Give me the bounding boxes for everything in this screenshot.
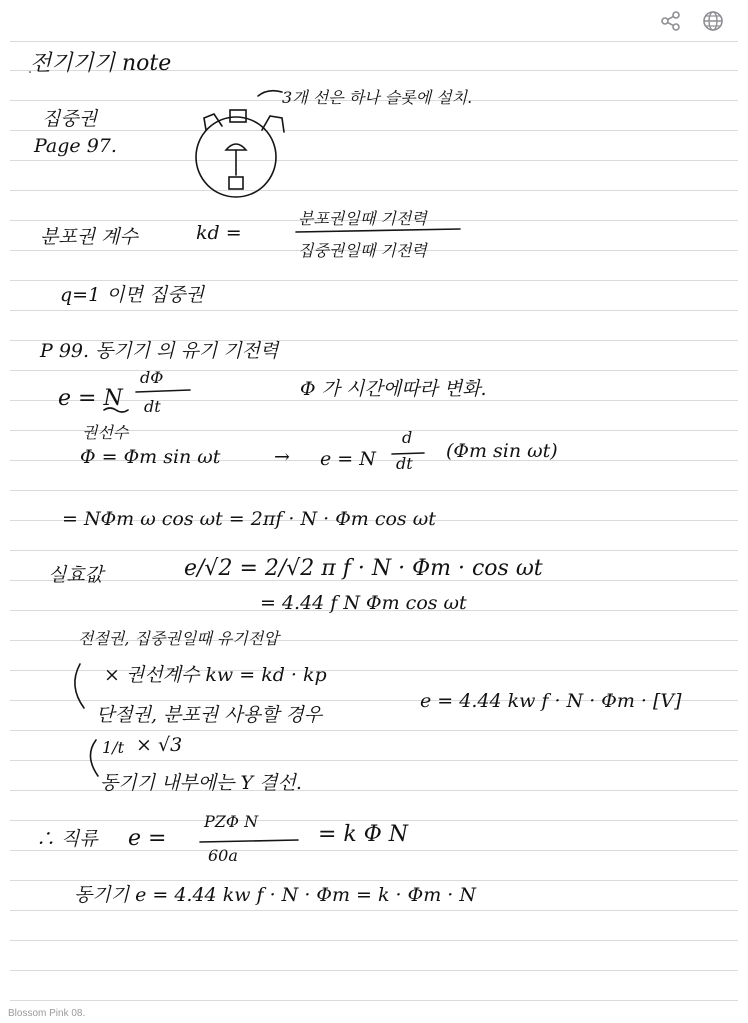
short-pitch-line: 단절권, 분포권 사용할 경우 xyxy=(96,704,323,726)
sqrt-bracket xyxy=(90,740,98,776)
winding-bracket xyxy=(75,664,84,708)
dc-emf-lhs: e = xyxy=(128,826,167,851)
rms-label: 실효값 xyxy=(48,564,104,586)
emf-general-formula: e = 4.44 kw f · N · Φm · [V] xyxy=(420,690,682,712)
dc-fraction-bar xyxy=(200,840,298,842)
top-toolbar xyxy=(658,8,726,34)
distribution-fraction-bar xyxy=(296,229,460,232)
sync-emf-line: 동기기 e = 4.44 kw f · N · Φm = k · Φm · N xyxy=(74,884,476,906)
left-pole-shape xyxy=(204,114,222,130)
language-button[interactable] xyxy=(700,8,726,34)
distribution-factor-label: 분포권 계수 xyxy=(40,226,138,248)
rms-equation-result: = 4.44 f N Φm cos ωt xyxy=(260,592,467,614)
winding-factor-line: × 권선계수 kw = kd · kp xyxy=(104,664,327,686)
note-title: 전기기기 note xyxy=(30,51,172,76)
rotor-cap xyxy=(226,144,246,150)
distribution-factor-numerator: 분포권일때 기전력 xyxy=(298,209,427,228)
q-equals-one-line: q=1 이면 집중권 xyxy=(60,284,205,306)
share-button[interactable] xyxy=(658,8,684,34)
emf-sub-denominator: dt xyxy=(396,454,413,473)
therefore-dc: ∴ 직류 xyxy=(36,828,98,850)
turns-tilde xyxy=(104,408,128,412)
top-coil-box xyxy=(230,110,246,122)
diagram-annotation: 3개 선은 하나 슬롯에 설치. xyxy=(282,88,473,107)
emf-denominator: dt xyxy=(144,397,161,416)
derivative-result: = NΦm ω cos ωt = 2πf · N · Φm cos ωt xyxy=(62,508,436,530)
dc-denominator: 60a xyxy=(208,846,238,865)
emf-sub-numerator: d xyxy=(402,428,413,447)
inner-note: 동기기 내부에는 Y 결선. xyxy=(100,772,302,794)
dc-emf-rhs: = k Φ N xyxy=(318,822,409,847)
bottom-coil-box xyxy=(229,177,243,189)
distribution-factor-symbol: kd = xyxy=(196,222,242,244)
emf-sub-fraction-bar xyxy=(392,453,424,454)
arrow-symbol: → xyxy=(274,446,290,468)
page-reference: Page 97. xyxy=(34,135,117,157)
share-icon xyxy=(660,10,682,32)
paper-style-label: Blossom Pink 08. xyxy=(8,1008,86,1019)
emf-numerator: dΦ xyxy=(140,368,164,387)
p99-heading: P 99. 동기기 의 유기 기전력 xyxy=(40,340,279,362)
emf-fraction-bar xyxy=(136,390,190,392)
fraction-symbol: 1/t xyxy=(102,738,124,757)
emf-note: Φ 가 시간에따라 변화. xyxy=(300,378,487,400)
globe-icon xyxy=(702,10,724,32)
annotation-pointer xyxy=(258,91,282,96)
distribution-factor-denominator: 집중권일때 기전력 xyxy=(298,241,427,260)
emf-lhs: e = N xyxy=(58,386,123,411)
emf-substituted: e = N xyxy=(320,448,376,470)
turns-label: 권선수 xyxy=(82,423,129,442)
emf-sub-rest: (Φm sin ωt) xyxy=(446,440,558,462)
winding-line: 전절권, 집중권일때 유기전압 xyxy=(78,629,279,648)
topic-label: 집중권 xyxy=(42,108,98,130)
sqrt-three: × √3 xyxy=(136,734,183,756)
flux-equation: Φ = Φm sin ωt xyxy=(80,446,221,468)
rms-equation: e/√2 = 2/√2 π f · N · Φm · cos ωt xyxy=(184,556,543,581)
dc-numerator: PZΦ N xyxy=(204,812,259,831)
